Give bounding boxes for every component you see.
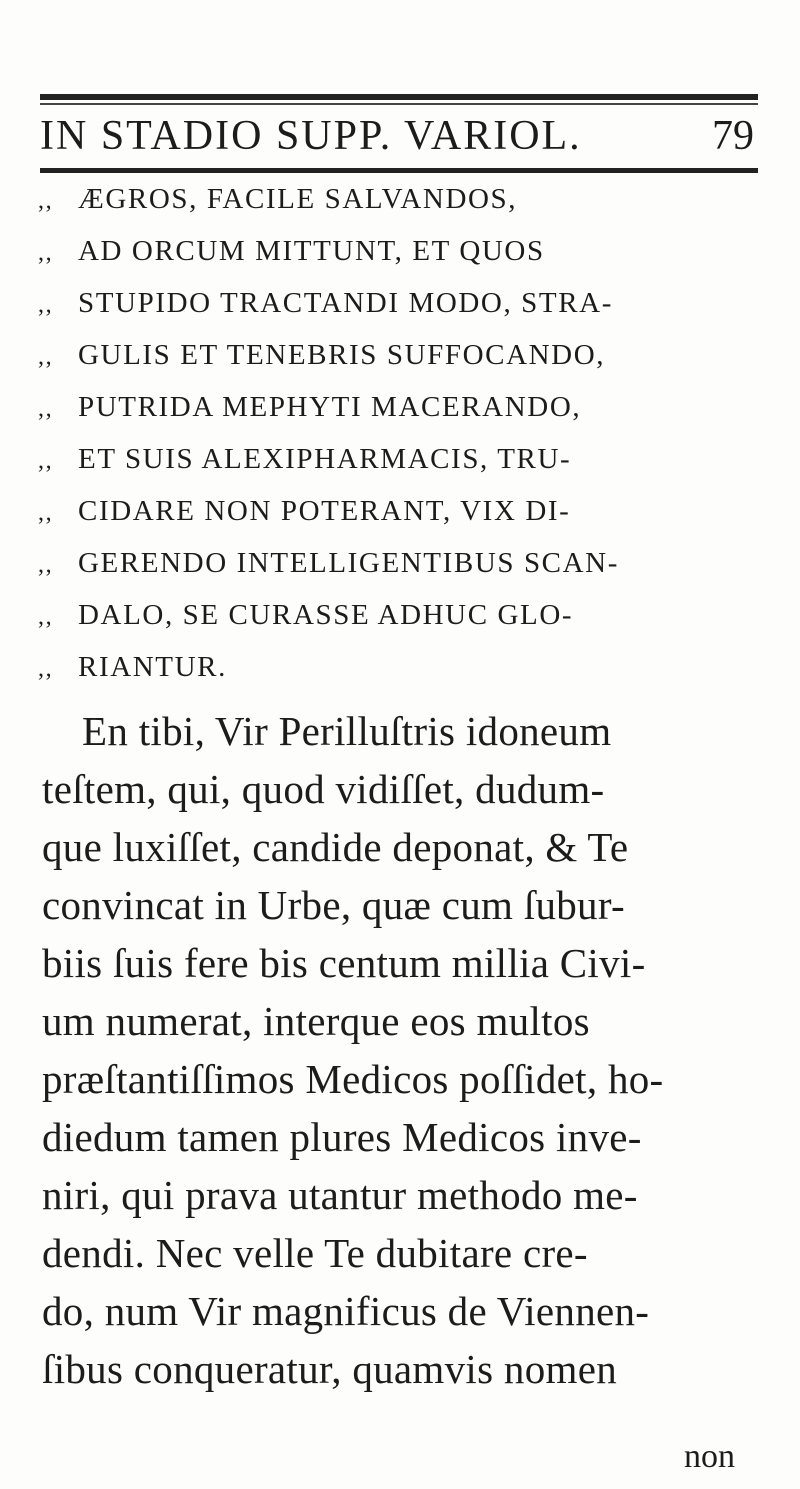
- quoted-line-text: AD ORCUM MITTUNT, ET QUOS: [78, 235, 545, 267]
- quoted-line: [38, 339, 758, 391]
- quote-mark: ,,: [38, 656, 54, 682]
- quote-mark: ,,: [38, 188, 54, 214]
- body-paragraph: [42, 702, 762, 1398]
- quote-mark: ,,: [38, 448, 54, 474]
- quoted-line-text: ÆGROS, FACILE SALVANDOS,: [78, 183, 518, 215]
- catchword: non: [684, 1438, 735, 1475]
- body-line: do, num Vir magnificus de Viennen-: [42, 1288, 650, 1334]
- running-title: IN STADIO SUPP. VARIOL.: [40, 113, 582, 159]
- body-line: um numerat, interque eos multos: [42, 998, 590, 1044]
- quote-mark: ,,: [38, 552, 54, 578]
- body-line: que luxiſſet, candide deponat, & Te: [42, 824, 629, 870]
- quoted-line-text: ET SUIS ALEXIPHARMACIS, TRU-: [78, 443, 572, 475]
- body-line: niri, qui prava utantur methodo me-: [42, 1172, 638, 1218]
- quoted-line: [38, 651, 758, 703]
- body-line: ſibus conqueratur, quamvis nomen: [42, 1346, 618, 1392]
- quoted-line: [38, 599, 758, 651]
- quoted-line-text: GULIS ET TENEBRIS SUFFOCANDO,: [78, 339, 606, 371]
- quote-mark: ,,: [38, 240, 54, 266]
- body-line: convincat in Urbe, quæ cum ſubur-: [42, 882, 625, 928]
- quoted-line-text: RIANTUR.: [78, 651, 227, 683]
- quote-mark: ,,: [38, 604, 54, 630]
- quoted-line: [38, 391, 758, 443]
- body-line: dendi. Nec velle Te dubitare cre-: [42, 1230, 588, 1276]
- quoted-line: [38, 183, 758, 235]
- quoted-passage: [38, 183, 758, 703]
- quoted-line-text: DALO, SE CURASSE ADHUC GLO-: [78, 599, 574, 631]
- header-rule: [40, 168, 758, 173]
- quoted-line: [38, 495, 758, 547]
- body-line: En tibi, Vir Perilluſtris idoneum: [82, 708, 612, 754]
- quoted-line: [38, 443, 758, 495]
- body-line: diedum tamen plures Medicos inve-: [42, 1114, 642, 1160]
- quote-mark: ,,: [38, 500, 54, 526]
- quote-mark: ,,: [38, 396, 54, 422]
- quoted-line-text: CIDARE NON POTERANT, VIX DI-: [78, 495, 571, 527]
- quoted-line-text: GERENDO INTELLIGENTIBUS SCAN-: [78, 547, 619, 579]
- quoted-line-text: PUTRIDA MEPHYTI MACERANDO,: [78, 391, 582, 423]
- body-line: biis ſuis fere bis centum millia Civi-: [42, 940, 646, 986]
- quote-mark: ,,: [38, 292, 54, 318]
- quote-mark: ,,: [38, 344, 54, 370]
- body-line: præſtantiſſimos Medicos poſſidet, ho-: [42, 1056, 664, 1102]
- top-ornamental-rule: [40, 94, 758, 100]
- running-head: [40, 112, 758, 162]
- body-line: teſtem, qui, quod vidiſſet, dudum-: [42, 766, 605, 812]
- quoted-line: [38, 547, 758, 599]
- top-thin-rule: [40, 103, 758, 105]
- page-number: 79: [712, 113, 754, 159]
- quoted-line-text: STUPIDO TRACTANDI MODO, STRA-: [78, 287, 613, 319]
- quoted-line: [38, 235, 758, 287]
- quoted-line: [38, 287, 758, 339]
